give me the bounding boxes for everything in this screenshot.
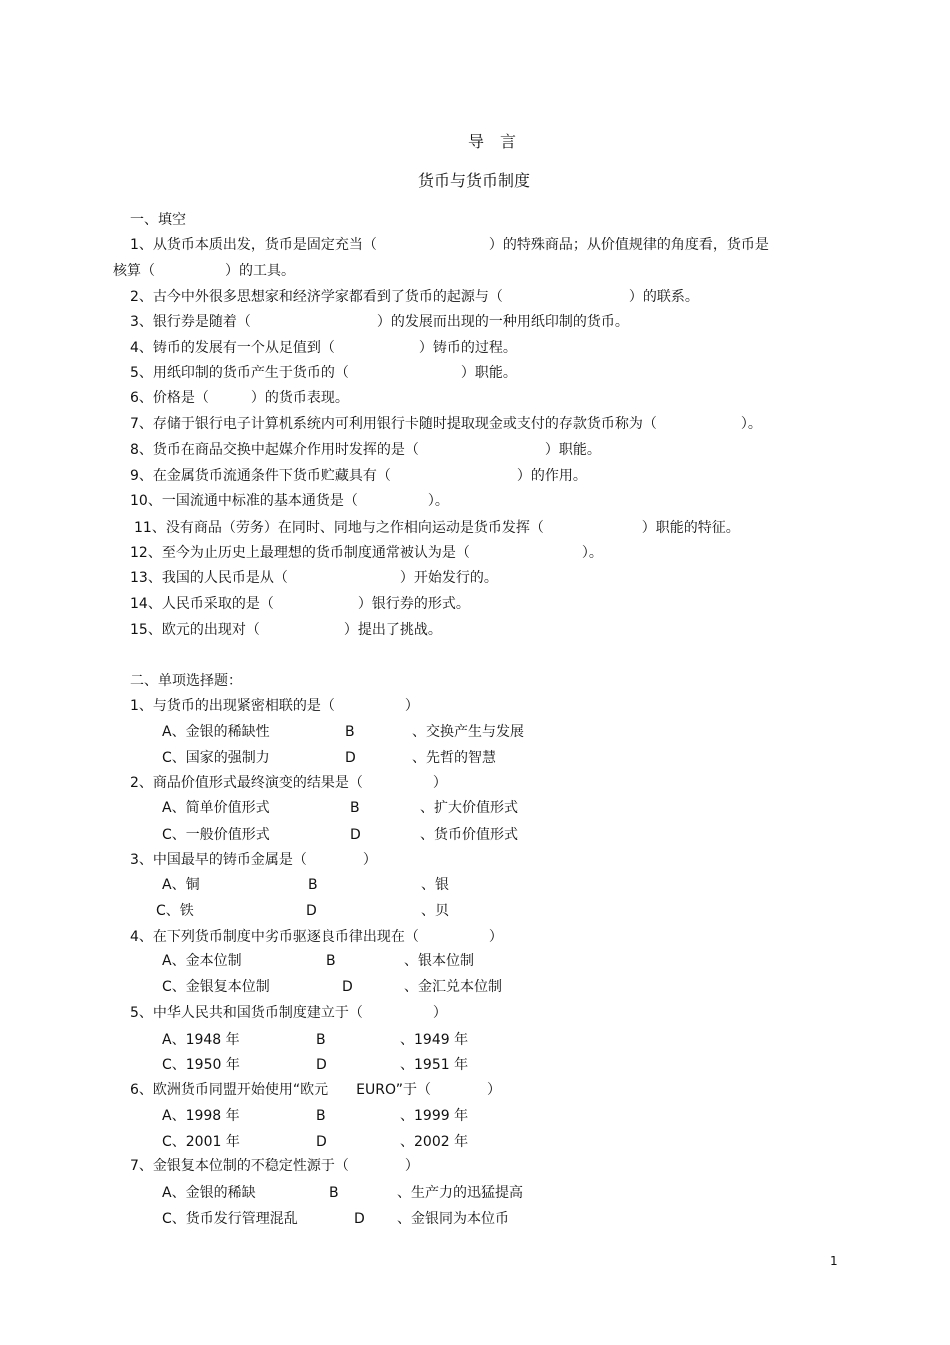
- mc-q5-option-c: C、1950 年: [162, 1057, 240, 1073]
- mc-q2-option-d: 、货币价值形式: [420, 827, 518, 843]
- section1-heading: 一、填空: [130, 212, 186, 228]
- mc-q2-option-b: 、扩大价值形式: [420, 800, 518, 816]
- page-title: 导 言: [468, 132, 517, 151]
- fill-q5: 5、用纸印制的货币产生于货币的（ ）职能。: [130, 365, 517, 381]
- fill-q14: 14、人民币采取的是（ ）银行券的形式。: [130, 596, 470, 612]
- mc-q6-option-d: 、2002 年: [400, 1134, 469, 1150]
- fill-q8: 8、货币在商品交换中起媒介作用时发挥的是（ ）职能。: [130, 442, 601, 458]
- mc-q1-option-c: C、国家的强制力: [162, 750, 270, 766]
- fill-q1-line2: 核算（ ）的工具。: [113, 263, 295, 279]
- mc-q2-option-b-letter: B: [350, 800, 360, 816]
- mc-q5-option-d-letter: D: [316, 1057, 327, 1073]
- mc-q3-option-d-letter: D: [306, 903, 317, 919]
- mc-q7-option-d-letter: D: [354, 1211, 365, 1227]
- mc-q7-option-a: A、金银的稀缺: [162, 1185, 256, 1201]
- fill-q3: 3、银行券是随着（ ）的发展而出现的一种用纸印制的货币。: [130, 314, 629, 330]
- mc-q1-option-d: 、先哲的智慧: [412, 750, 496, 766]
- fill-q15: 15、欧元的出现对（ ）提出了挑战。: [130, 622, 442, 638]
- section2-heading: 二、单项选择题：: [130, 673, 242, 689]
- mc-q4-stem: 4、在下列货币制度中劣币驱逐良币律出现在（ ）: [130, 929, 503, 945]
- mc-q1-option-b-letter: B: [345, 724, 355, 740]
- mc-q5-option-a: A、1948 年: [162, 1032, 240, 1048]
- mc-q4-option-a: A、金本位制: [162, 953, 242, 969]
- fill-q2: 2、古今中外很多思想家和经济学家都看到了货币的起源与（ ）的联系。: [130, 289, 699, 305]
- mc-q2-option-a: A、简单价值形式: [162, 800, 270, 816]
- mc-q4-option-b-letter: B: [326, 953, 336, 969]
- mc-q7-option-b: 、生产力的迅猛提高: [397, 1185, 523, 1201]
- mc-q5-stem: 5、中华人民共和国货币制度建立于（ ）: [130, 1005, 447, 1021]
- fill-q11: 11、没有商品（劳务）在同时、同地与之作相向运动是货币发挥（ ）职能的特征。: [134, 520, 740, 536]
- page-number: 1: [830, 1254, 838, 1268]
- mc-q6-option-b-letter: B: [316, 1108, 326, 1124]
- mc-q7-stem: 7、金银复本位制的不稳定性源于（ ）: [130, 1158, 419, 1174]
- mc-q6-option-c: C、2001 年: [162, 1134, 240, 1150]
- mc-q2-stem: 2、商品价值形式最终演变的结果是（ ）: [130, 775, 447, 791]
- fill-q1-line1: 1、从货币本质出发，货币是固定充当（ ）的特殊商品；从价值规律的角度看，货币是: [130, 237, 769, 253]
- mc-q4-option-c: C、金银复本位制: [162, 979, 270, 995]
- mc-q3-option-b-letter: B: [308, 877, 318, 893]
- mc-q3-stem: 3、中国最早的铸币金属是（ ）: [130, 852, 377, 868]
- fill-q6: 6、价格是（ ）的货币表现。: [130, 390, 349, 406]
- mc-q6-option-a: A、1998 年: [162, 1108, 240, 1124]
- mc-q3-option-b: 、银: [421, 877, 449, 893]
- mc-q4-option-d: 、金汇兑本位制: [404, 979, 502, 995]
- mc-q7-option-d: 、金银同为本位币: [397, 1211, 509, 1227]
- mc-q2-option-c: C、一般价值形式: [162, 827, 270, 843]
- mc-q1-option-d-letter: D: [345, 750, 356, 766]
- mc-q3-option-a: A、铜: [162, 877, 200, 893]
- mc-q5-option-b-letter: B: [316, 1032, 326, 1048]
- fill-q7: 7、存储于银行电子计算机系统内可利用银行卡随时提取现金或支付的存款货币称为（ ）。: [130, 416, 762, 432]
- mc-q3-option-d: 、贝: [421, 903, 449, 919]
- mc-q6-option-b: 、1999 年: [400, 1108, 469, 1124]
- mc-q1-stem: 1、与货币的出现紧密相联的是（ ）: [130, 698, 419, 714]
- mc-q4-option-d-letter: D: [342, 979, 353, 995]
- fill-q9: 9、在金属货币流通条件下货币贮藏具有（ ）的作用。: [130, 468, 587, 484]
- mc-q5-option-d: 、1951 年: [400, 1057, 469, 1073]
- mc-q5-option-b: 、1949 年: [400, 1032, 469, 1048]
- fill-q12: 12、至今为止历史上最理想的货币制度通常被认为是（ ）。: [130, 545, 603, 561]
- page-subtitle: 货币与货币制度: [418, 171, 531, 190]
- fill-q13: 13、我国的人民币是从（ ）开始发行的。: [130, 570, 498, 586]
- mc-q1-option-a: A、金银的稀缺性: [162, 724, 270, 740]
- mc-q2-option-d-letter: D: [350, 827, 361, 843]
- mc-q6-option-d-letter: D: [316, 1134, 327, 1150]
- fill-q10: 10、一国流通中标准的基本通货是（ ）。: [130, 493, 449, 509]
- mc-q7-option-b-letter: B: [329, 1185, 339, 1201]
- mc-q1-option-b: 、交换产生与发展: [412, 724, 524, 740]
- mc-q3-option-c: C、铁: [156, 903, 194, 919]
- mc-q7-option-c: C、货币发行管理混乱: [162, 1211, 298, 1227]
- mc-q4-option-b: 、银本位制: [404, 953, 474, 969]
- mc-q6-stem: 6、欧洲货币同盟开始使用“欧元 EURO”于（ ）: [130, 1082, 502, 1098]
- fill-q4: 4、铸币的发展有一个从足值到（ ）铸币的过程。: [130, 340, 517, 356]
